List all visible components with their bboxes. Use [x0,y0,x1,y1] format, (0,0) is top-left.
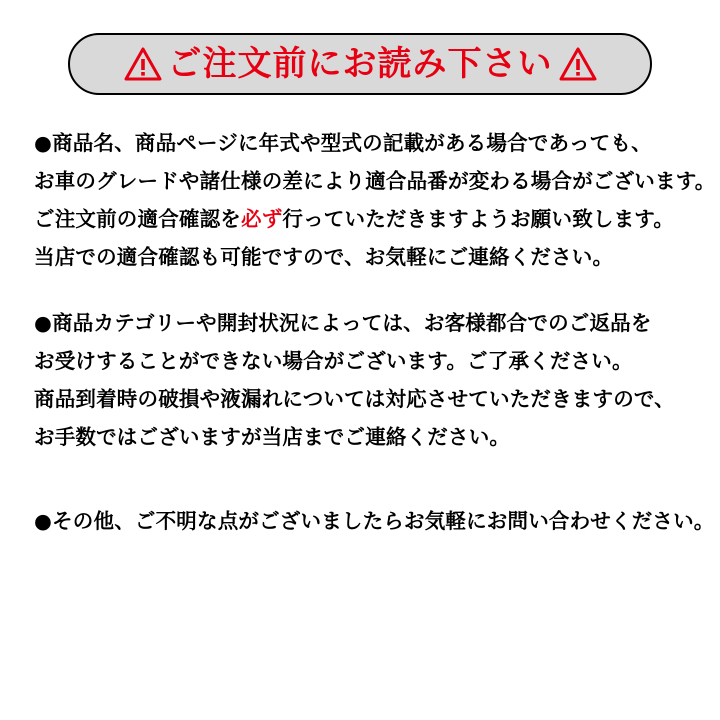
notice-line [34,342,702,380]
notice-paragraph-1 [34,124,716,276]
notice-line-text: 商品名、商品ページに年式や型式の記載がある場合であっても、 [52,131,652,155]
notice-line [34,200,702,238]
notice-line [34,502,715,540]
banner-content [124,44,597,84]
notice-line [34,124,702,162]
notice-line [34,162,716,200]
notice-line-text: お受けすることができない場合がございます。ご了承ください。 [34,349,633,373]
notice-line [34,418,702,456]
notice-line [34,380,702,418]
warning-triangle-icon [559,47,597,81]
notice-line-text: 商品到着時の破損や液漏れについては対応させていただきますので、 [34,387,675,411]
notice-line-text: お手数ではございますが当店までご連絡ください。 [34,425,511,449]
notice-line-text: お車のグレードや諸仕様の差により適合品番が変わる場合がございます。 [34,169,716,193]
bullet-marker: ● [34,131,53,155]
notice-line-text: ご注文前の適合確認を [34,207,241,231]
notice-line-text: その他、ご不明な点がございましたらお気軽にお問い合わせください。 [52,509,715,533]
notice-line [34,238,702,276]
paragraph-spacer [34,484,702,502]
emphasis-text: 必ず [241,207,283,231]
notice-line-text: 当店での適合確認も可能ですので、お気軽にご連絡ください。 [34,245,614,269]
bullet-marker: ● [34,509,53,533]
notice-line-text: 行っていただきますようお願い致します。 [282,207,675,231]
warning-triangle-icon [124,47,162,81]
notice-paragraph-3 [34,502,715,540]
bullet-marker: ● [34,311,53,335]
banner-title: ご注文前にお読み下さい [167,44,553,84]
notice-line-text: 商品カテゴリーや開封状況によっては、お客様都合でのご返品を [52,311,652,335]
notice-paragraph-2 [34,304,702,456]
notice-line [34,304,702,342]
notice-body [34,124,716,540]
notice-banner [68,33,652,95]
